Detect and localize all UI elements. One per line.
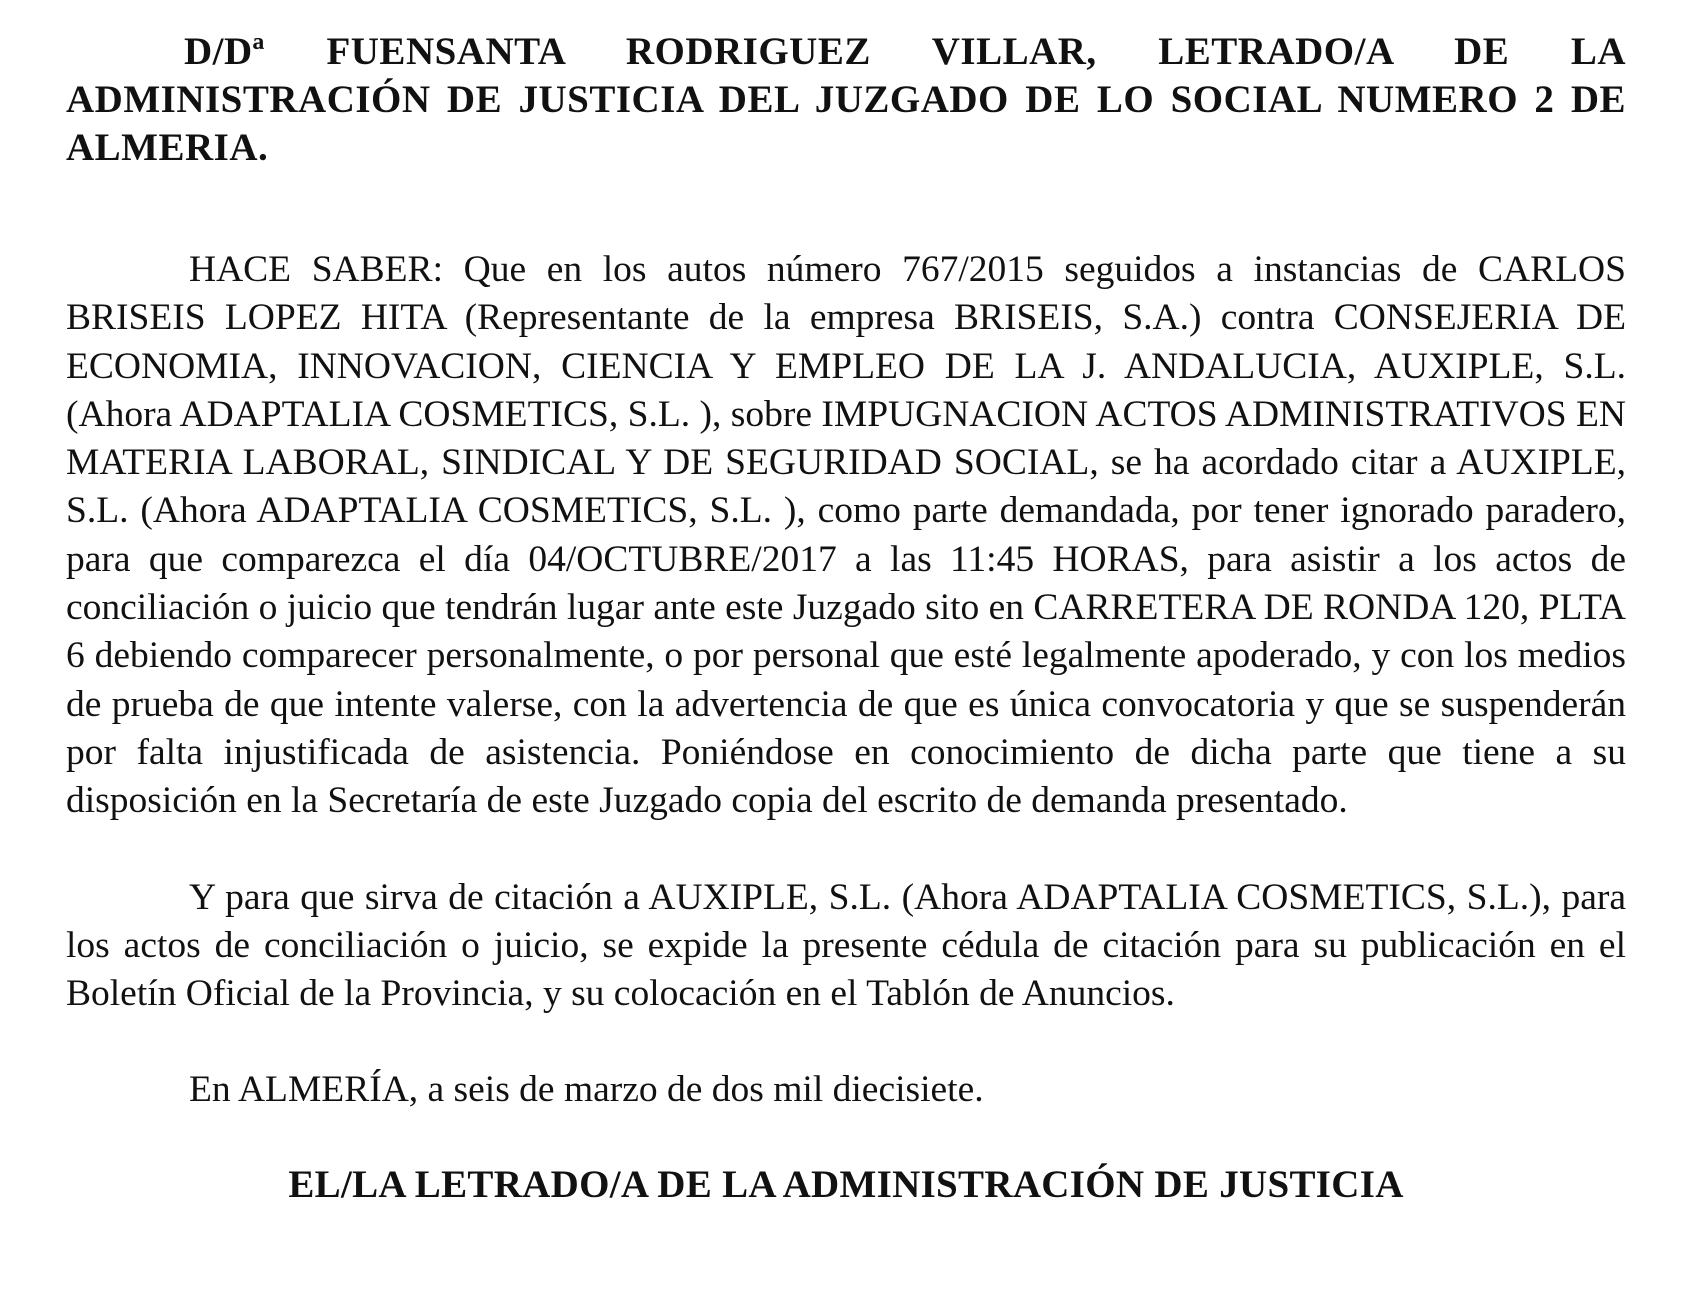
signature-title: EL/LA LETRADO/A DE LA ADMINISTRACIÓN DE JUSTICIA <box>288 1162 1404 1206</box>
document-heading: D/Dª FUENSANTA RODRIGUEZ VILLAR, LETRADO/A DE LA ADMINISTRACIÓN DE JUSTICIA DEL JUZGADO DE LO SOCIAL NUMERO 2 DE ALMERIA. <box>66 30 1626 169</box>
date-line: En ALMERÍA, a seis de marzo de dos mil diecisiete. <box>189 1069 984 1111</box>
citation-paragraph: Y para que sirva de citación a AUXIPLE, S.L. (Ahora ADAPTALIA COSMETICS, S.L.), para los actos de conciliación o juicio, se expide la presente cédula de citación para su publicación en el Boletín Oficial de la Provincia, y su colocación en el Tablón de Anuncios. <box>66 876 1626 1015</box>
document-page <box>66 28 1626 1209</box>
notice-paragraph: HACE SABER: Que en los autos número 767/2015 seguidos a instancias de CARLOS BRISEIS LOPEZ HITA (Representante de la empresa BRISEIS, S.A.) contra CONSEJERIA DE ECONOMIA, INNOVACION, CIENCIA Y EMPLEO DE LA J. ANDALUCIA, AUXIPLE, S.L. (Ahora ADAPTALIA COSMETICS, S.L. ), sobre IMPUGNACION ACTOS ADMINISTRATIVOS EN MATERIA LABORAL, SINDICAL Y DE SEGURIDAD SOCIAL, se ha acordado citar a AUXIPLE, S.L. (Ahora ADAPTALIA COSMETICS, S.L. ), como parte demandada, por tener ignorado paradero, para que comparezca el día 04/OCTUBRE/2017 a las 11:45 HORAS, para asistir a los actos de conciliación o juicio que tendrán lugar ante este Juzgado sito en CARRETERA DE RONDA 120, PLTA 6 debiendo comparecer personalmente, o por personal que esté legalmente apoderado, y con los medios de prueba de que intente valerse, con la advertencia de que es única convocatoria y que se suspenderán por falta injustificada de asistencia. Poniéndose en conocimiento de dicha parte que tiene a su disposición en la Secretaría de este Juzgado copia del escrito de demanda presentado. <box>66 249 1626 822</box>
